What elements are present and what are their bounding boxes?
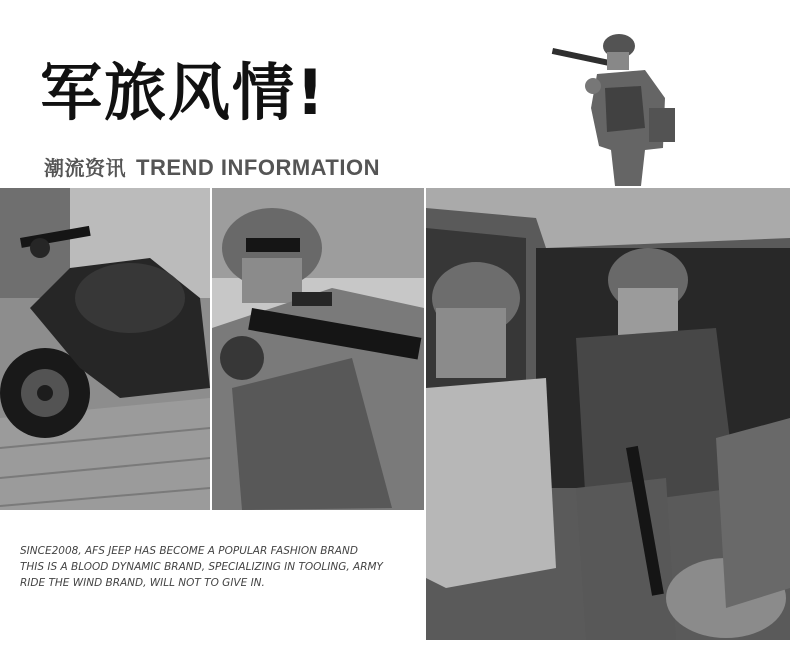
soldier-aiming-rifle-icon [212,188,424,510]
soldier-rifle-photo [212,188,424,510]
tagline-line: RIDE THE WIND BRAND, WILL NOT TO GIVE IN. [20,577,265,589]
motorcycle-icon [0,188,210,510]
page-title: 军旅风情! [40,56,327,129]
subtitle-chinese: 潮流资讯 [44,156,126,180]
tagline-line: SINCE2008, AFS JEEP HAS BECOME A POPULAR FASHION BRAND [20,545,358,557]
tagline-line: THIS IS A BLOOD DYNAMIC BRAND, SPECIALIZING IN TOOLING, ARMY [20,561,383,573]
brand-tagline [20,543,420,591]
motorcycle-photo [0,188,210,510]
soldier-with-rifle-icon [545,28,685,186]
soldier-photo [545,28,685,186]
subtitle-english: TREND INFORMATION [136,155,380,180]
soldiers-vehicle-photo [426,188,790,640]
soldiers-in-vehicle-icon [426,188,790,640]
page-subtitle [44,152,380,181]
